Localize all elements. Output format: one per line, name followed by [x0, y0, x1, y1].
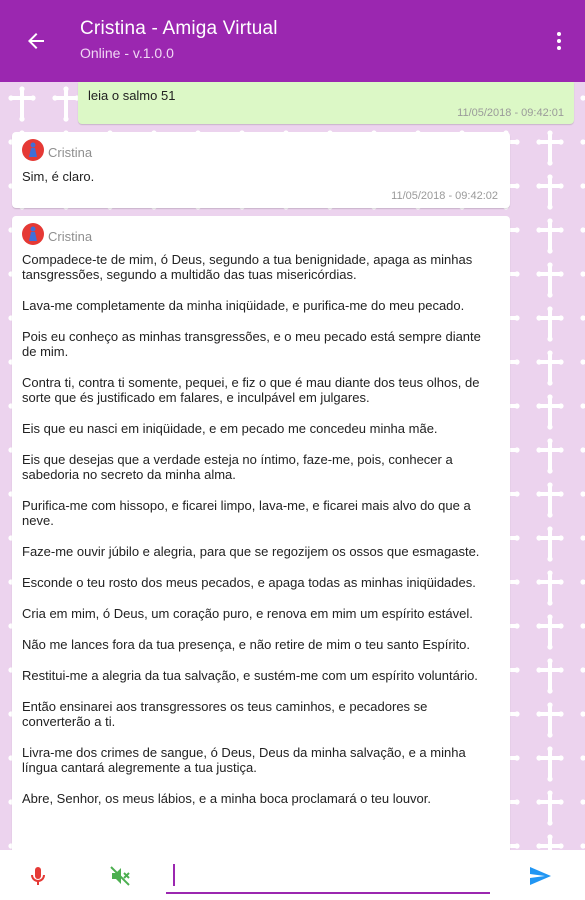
input-bar	[0, 850, 585, 900]
title-block	[72, 17, 533, 61]
avatar	[22, 223, 44, 245]
psalm-verse: Eis que eu nasci em iniqüidade, e em pecado me concedeu minha mãe.	[22, 421, 438, 436]
mic-icon	[28, 864, 48, 888]
volume-off-icon	[108, 864, 132, 888]
incoming-message-time: 11/05/2018 - 09:42:02	[391, 190, 498, 202]
send-button[interactable]	[528, 864, 552, 888]
avatar	[22, 139, 44, 161]
psalm-verse: Contra ti, contra ti somente, pequei, e fiz o que é mau diante dos teus olhos, de sorte que és justificado em falares, e inculpável em julgares.	[22, 375, 480, 405]
mute-button[interactable]	[108, 864, 132, 888]
outgoing-message	[78, 82, 574, 124]
chat-title: Cristina - Amiga Virtual	[80, 17, 278, 39]
psalm-verse: Então ensinarei aos transgressores os teus caminhos, e pecadores se converterão a ti.	[22, 699, 428, 729]
psalm-verse: Compadece-te de mim, ó Deus, segundo a tua benignidade, apaga as minhas tansgressões, segundo a multidão das tuas misericórdias.	[22, 252, 473, 282]
psalm-text	[22, 252, 498, 822]
psalm-verse: Esconde o teu rosto dos meus pecados, e apaga todas as minhas iniqüidades.	[22, 575, 476, 590]
praying-figure-icon	[26, 142, 40, 158]
mic-button[interactable]	[28, 864, 48, 888]
send-icon	[528, 864, 552, 888]
psalm-verse: Lava-me completamente da minha iniqüidade, e purifica-me do meu pecado.	[22, 298, 465, 313]
psalm-verse: Eis que desejas que a verdade esteja no íntimo, faze-me, pois, conhecer a sabedoria no secreto da minha alma.	[22, 452, 453, 482]
psalm-verse: Pois eu conheço as minhas transgressões, e o meu pecado está sempre diante de mim.	[22, 329, 481, 359]
psalm-verse: Não me lances fora da tua presença, e não retire de mim o teu santo Espírito.	[22, 637, 471, 652]
psalm-verse: Restitui-me a alegria da tua salvação, e sustém-me com um espírito voluntário.	[22, 668, 478, 683]
chat-area[interactable]	[0, 82, 585, 850]
outgoing-message-time: 11/05/2018 - 09:42:01	[457, 107, 564, 119]
more-vert-icon	[557, 32, 561, 36]
outgoing-message-text: leia o salmo 51	[88, 88, 176, 103]
sender-name: Cristina	[48, 229, 93, 244]
sender-name: Cristina	[48, 145, 93, 160]
back-button[interactable]	[0, 0, 72, 82]
arrow-back-icon	[26, 31, 46, 51]
incoming-message	[12, 132, 510, 208]
incoming-message-text: Sim, é claro.	[22, 169, 95, 184]
psalm-verse: Abre, Senhor, os meus lábios, e a minha boca proclamará o teu louvor.	[22, 791, 432, 806]
incoming-message	[12, 216, 510, 850]
psalm-verse: Livra-me dos crimes de sangue, ó Deus, Deus da minha salvação, e a minha língua cantará alegremente a tua justiça.	[22, 745, 466, 775]
psalm-verse: Cria em mim, ó Deus, um coração puro, e renova em mim um espírito estável.	[22, 606, 473, 621]
praying-figure-icon	[26, 226, 40, 242]
psalm-verse: Purifica-me com hissopo, e ficarei limpo, lava-me, e ficarei mais alvo do que a neve.	[22, 498, 471, 528]
text-caret	[173, 864, 175, 886]
message-input[interactable]	[166, 858, 490, 894]
chat-status: Online - v.1.0.0	[80, 44, 174, 61]
app-bar	[0, 0, 585, 82]
psalm-verse: Faze-me ouvir júbilo e alegria, para que se regozijem os ossos que esmagaste.	[22, 544, 480, 559]
overflow-menu-button[interactable]	[533, 0, 585, 82]
